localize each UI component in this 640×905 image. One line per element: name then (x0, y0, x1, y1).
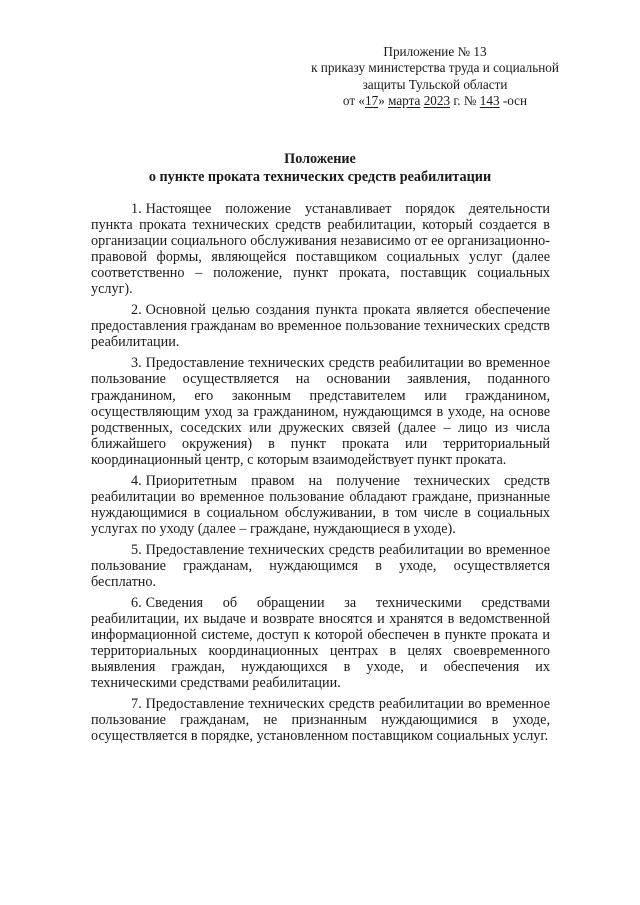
order-day: 17 (365, 92, 379, 108)
appendix-header (300, 44, 570, 109)
paragraph-number: 4. (131, 472, 142, 489)
title-line-1: Положение (284, 151, 356, 167)
order-suffix: -осн (499, 92, 528, 108)
paragraph-7 (91, 696, 550, 744)
order-number: 143 (479, 92, 500, 108)
paragraph-3 (91, 355, 550, 467)
paragraph-number: 1. (131, 201, 142, 217)
paragraph-text: Приоритетным правом на получение технических средств реабилитации во временное пользование обладают граждане, признанные нуждающимися в социальном обслуживании, в том числе в социальных услугах по уходу (далее – граждане, нуждающиеся в уходе). (91, 472, 550, 537)
title-line-2: о пункте проката технических средств реабилитации (148, 169, 492, 185)
paragraph-text: Предоставление технических средств реабилитации во временное пользование осуществляется на основании заявления, поданного гражданином, его законным представителем или гражданином, осуществляющим уход за гражданином, нуждающимся в уходе, на основе родственных, соседских или дружеских связей (далее – лицо из числа ближайшего окружения) в пункт проката или территориальный координационный центр, с которым взаимодействует пункт проката. (91, 355, 550, 468)
paragraph-text: Сведения об обращении за техническими средствами реабилитации, их выдаче и возврате вносятся и хранятся в ведомственной информационной системе, доступ к которой обеспечен в пункте проката и территориальных координационных центрах в целях своевременного выявления граждан, нуждающихся в уходе, и обеспечения их техническими средствами реабилитации. (91, 595, 550, 692)
paragraph-number: 3. (131, 355, 142, 372)
order-month: марта (388, 92, 421, 108)
paragraph-5 (91, 542, 550, 590)
order-reference: к приказу министерства труда и социальной (311, 60, 559, 76)
paragraph-number: 6. (131, 595, 142, 612)
paragraph-text: Предоставление технических средств реабилитации во временное пользование гражданам, нуждающимся в уходе, осуществляется бесплатно. (91, 541, 550, 591)
paragraph-4 (91, 473, 550, 537)
paragraph-text: Предоставление технических средств реабилитации во временное пользование гражданам, не признанным нуждающимися в уходе, осуществляется в порядке, установленном поставщиком социальных услуг. (91, 696, 550, 745)
paragraph-1 (91, 201, 550, 297)
paragraph-text: Настоящее положение устанавливает порядок деятельности пункта проката технических средств реабилитации, который создается в организации социального обслуживания независимо от ее организационно-правовой формы, являющейся поставщиком социальных услуг (далее соответственно – положение, пункт проката, поставщик социальных услуг). (91, 201, 550, 298)
paragraph-number: 5. (131, 541, 142, 558)
document-body (91, 201, 550, 750)
paragraph-text: Основной целью создания пункта проката является обеспечение предоставления гражданам во временное пользование технических средств реабилитации. (91, 302, 550, 351)
paragraph-number: 7. (131, 696, 142, 713)
paragraph-number: 2. (131, 302, 142, 319)
order-year: 2023 (423, 92, 451, 108)
appendix-number: Приложение № 13 (383, 44, 487, 59)
paragraph-6 (91, 595, 550, 691)
order-date-line: от «17» марта 2023 г. № 143 -осн (342, 92, 528, 108)
paragraph-2 (91, 302, 550, 350)
ministry-region: защиты Тульской области (362, 76, 508, 92)
document-title (80, 150, 560, 186)
